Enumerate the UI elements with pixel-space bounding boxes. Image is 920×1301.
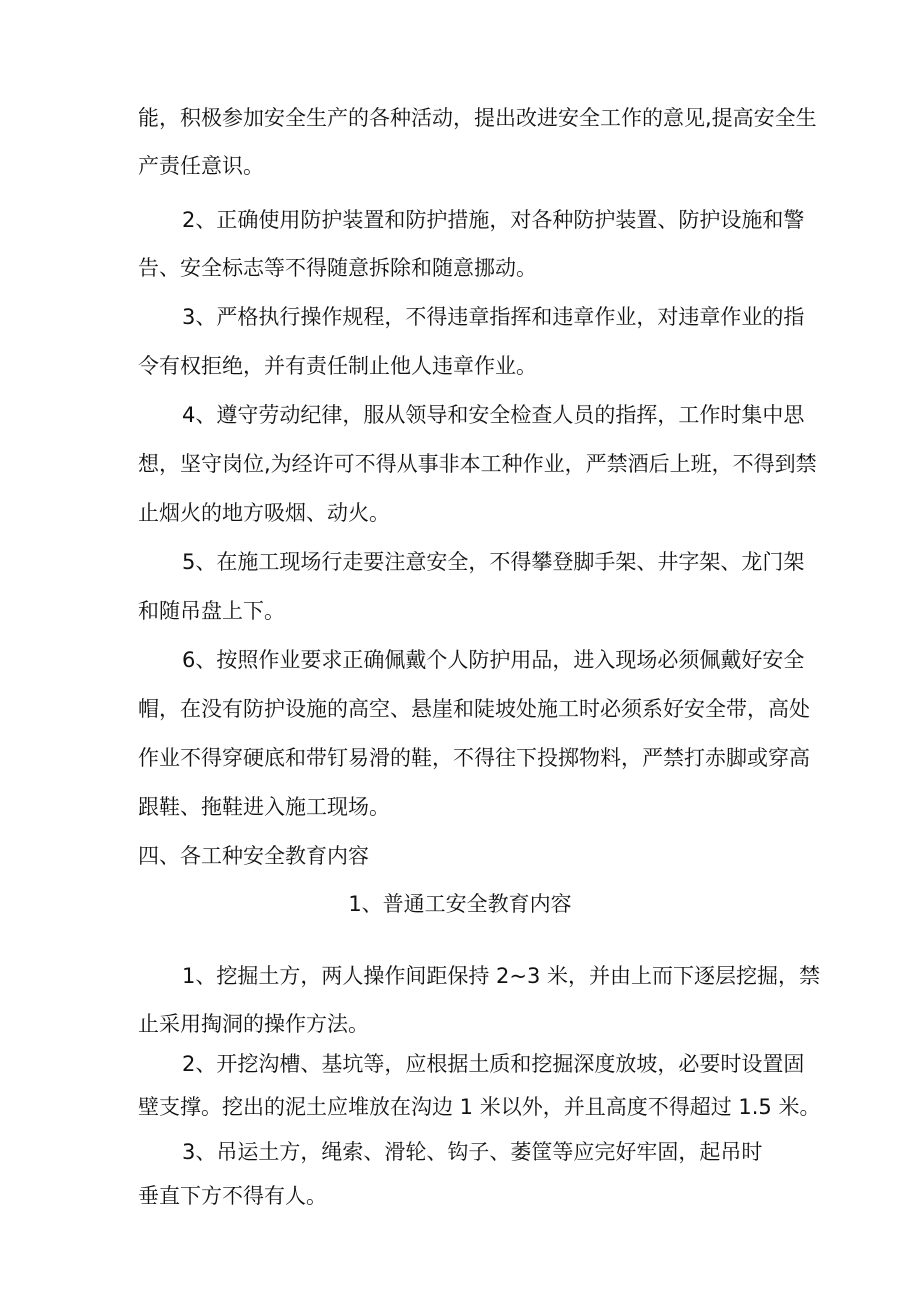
text-line: 能，积极参加安全生产的各种活动，提出改进安全工作的意见,提高安全生	[138, 106, 817, 130]
text-line: 帽，在没有防护设施的高空、悬崖和陡坡处施工时必须系好安全带，高处	[138, 697, 810, 721]
paragraph-item-3-line: 3、吊运土方，绳索、滑轮、钩子、萎筐等应完好牢固，起吊时	[182, 1140, 763, 1164]
subsection-title: 1、普通工安全教育内容	[348, 892, 572, 916]
paragraph-item-1-line: 1、挖掘土方，两人操作间距保持 2~3 米，并由上而下逐层挖掘，禁	[182, 964, 821, 988]
text-line: 垂直下方不得有人。	[138, 1184, 327, 1208]
text-line: 作业不得穿硬底和带钉易滑的鞋，不得往下投掷物料，严禁打赤脚或穿高	[138, 746, 810, 770]
text-line: 和随吊盘上下。	[138, 599, 285, 623]
text-line: 想，坚守岗位,为经许可不得从事非本工种作业，严禁酒后上班，不得到禁	[138, 452, 817, 476]
paragraph-item-5-line: 5、在施工现场行走要注意安全，不得攀登脚手架、井字架、龙门架	[182, 550, 805, 574]
text-line: 跟鞋、拖鞋进入施工现场。	[138, 795, 390, 819]
text-line: 止采用掏洞的操作方法。	[138, 1012, 369, 1036]
paragraph-item-4-line: 4、遵守劳动纪律，服从领导和安全检查人员的指挥，工作时集中思	[182, 403, 805, 427]
text-line: 止烟火的地方吸烟、动火。	[138, 501, 390, 525]
text-line: 产责任意识。	[138, 154, 264, 178]
section-heading: 四、各工种安全教育内容	[138, 844, 369, 868]
paragraph-item-3-line: 3、严格执行操作规程，不得违章指挥和违章作业，对违章作业的指	[182, 305, 805, 329]
paragraph-item-2-line: 2、开挖沟槽、基坑等，应根据土质和挖掘深度放坡，必要时设置固	[182, 1052, 805, 1076]
paragraph-item-2-line: 2、正确使用防护装置和防护措施，对各种防护装置、防护设施和警	[182, 208, 805, 232]
text-line: 令有权拒绝，并有责任制止他人违章作业。	[138, 354, 537, 378]
text-line: 告、安全标志等不得随意拆除和随意挪动。	[138, 256, 537, 280]
paragraph-item-6-line: 6、按照作业要求正确佩戴个人防护用品，进入现场必须佩戴好安全	[182, 648, 805, 672]
text-line: 壁支撑。挖出的泥土应堆放在沟边 1 米以外，并且高度不得超过 1.5 米。	[138, 1095, 821, 1119]
